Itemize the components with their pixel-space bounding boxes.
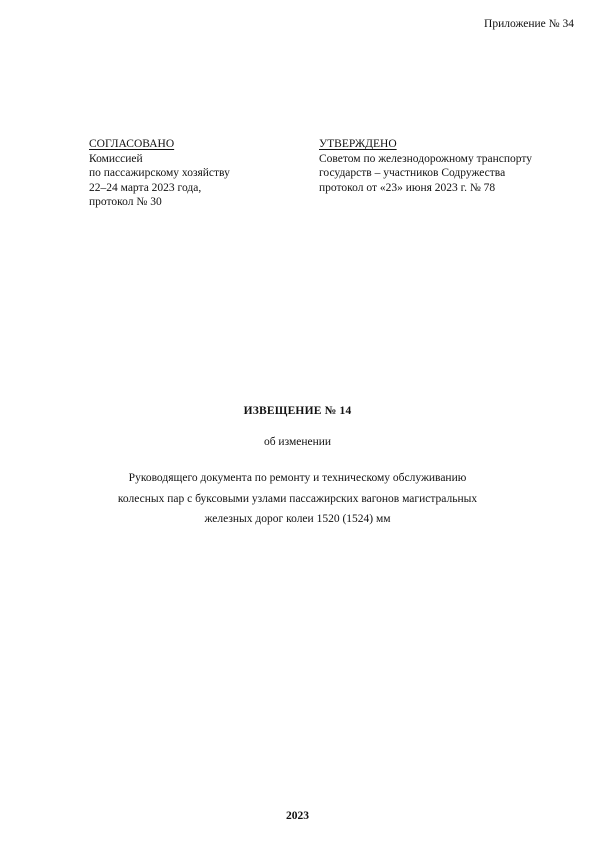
notice-subtitle: об изменении <box>263 436 332 448</box>
agreed-line: Комиссией <box>89 152 143 165</box>
approved-block <box>319 137 579 195</box>
notice-title: ИЗВЕЩЕНИЕ № 14 <box>243 405 352 417</box>
agreed-block <box>89 137 289 210</box>
document-title-line: Руководящего документа по ремонту и техническому обслуживанию <box>128 472 467 484</box>
approved-line: государств – участников Содружества <box>319 167 506 179</box>
agreed-line: по пассажирскому хозяйству <box>89 167 230 179</box>
appendix-label: Приложение № 34 <box>484 18 574 30</box>
document-title-line: колесных пар с буксовыми узлами пассажирских вагонов магистральных <box>117 492 478 505</box>
document-year: 2023 <box>286 810 309 822</box>
approved-line: протокол от «23» июня 2023 г. № 78 <box>319 181 496 194</box>
document-title-line: железных дорог колеи 1520 (1524) мм <box>204 513 391 525</box>
approved-line: Советом по железнодорожному транспорту <box>319 152 532 165</box>
approved-heading: УТВЕРЖДЕНО <box>319 138 397 150</box>
agreed-line: 22–24 марта 2023 года, <box>89 181 202 194</box>
document-title <box>0 468 595 530</box>
agreed-line: протокол № 30 <box>89 196 162 208</box>
agreed-heading: СОГЛАСОВАНО <box>89 138 175 150</box>
